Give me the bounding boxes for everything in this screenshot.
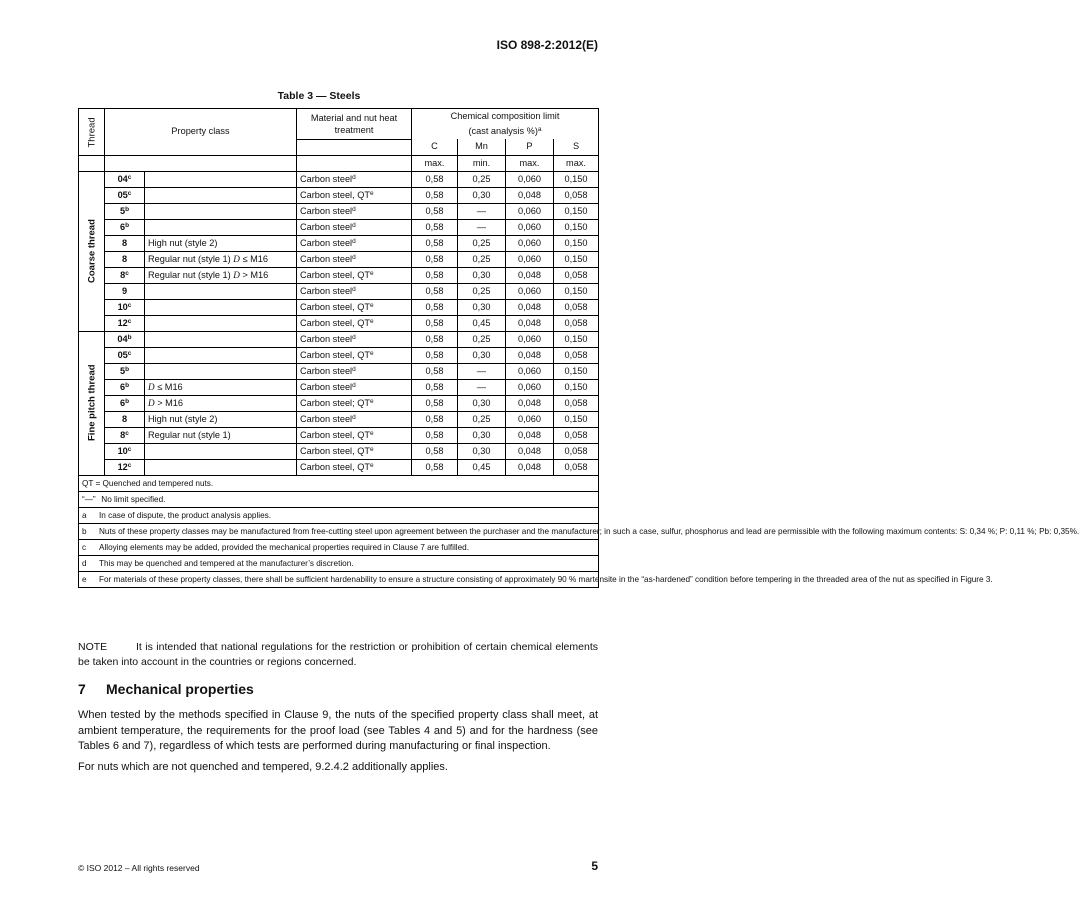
s-header: S	[554, 139, 599, 155]
s-value: 0,058	[554, 459, 599, 475]
p-value: 0,060	[506, 283, 554, 299]
p-value: 0,060	[506, 411, 554, 427]
description-cell	[145, 283, 297, 299]
s-value: 0,150	[554, 363, 599, 379]
p-header: P	[506, 139, 554, 155]
description-cell: Regular nut (style 1)	[145, 427, 297, 443]
description-cell: High nut (style 2)	[145, 235, 297, 251]
p-value: 0,060	[506, 331, 554, 347]
c-value: 0,58	[412, 443, 458, 459]
table-row	[79, 283, 599, 299]
s-value: 0,058	[554, 299, 599, 315]
table-row	[79, 395, 599, 411]
property-class-cell: 8$^c$	[105, 427, 145, 443]
c-value: 0,58	[412, 219, 458, 235]
material-cell: Carbon steel, $QT^e$	[297, 459, 412, 475]
table-row	[79, 427, 599, 443]
description-cell	[145, 363, 297, 379]
table-row	[79, 363, 599, 379]
description-cell	[145, 347, 297, 363]
property-class-cell: 8	[105, 251, 145, 267]
description-cell: D > M16	[145, 395, 297, 411]
mn-value: 0,30	[458, 443, 506, 459]
mn-value: 0,25	[458, 235, 506, 251]
s-value: 0,058	[554, 427, 599, 443]
c-value: 0,58	[412, 331, 458, 347]
table-row	[79, 443, 599, 459]
coarse-thread-label: Coarse thread	[79, 171, 105, 331]
cast-header: (cast analysis %)$^a$	[412, 124, 599, 139]
s-value: 0,150	[554, 171, 599, 187]
p-value: 0,060	[506, 219, 554, 235]
mn-value: —	[458, 219, 506, 235]
c-value: 0,58	[412, 363, 458, 379]
s-value: 0,150	[554, 283, 599, 299]
property-class-cell: 8	[105, 411, 145, 427]
c-value: 0,58	[412, 459, 458, 475]
p-value: 0,060	[506, 235, 554, 251]
footnote-qt: QT = Quenched and tempered nuts.	[79, 475, 599, 491]
c-value: 0,58	[412, 235, 458, 251]
material-cell: Carbon steel, $QT^e$	[297, 347, 412, 363]
s-value: 0,150	[554, 251, 599, 267]
description-cell	[145, 171, 297, 187]
s-value: 0,058	[554, 187, 599, 203]
property-class-cell: 5$^b$	[105, 203, 145, 219]
s-value: 0,058	[554, 315, 599, 331]
mn-value: 0,25	[458, 171, 506, 187]
description-cell	[145, 331, 297, 347]
property-class-header: Property class	[105, 109, 297, 156]
table-row	[79, 379, 599, 395]
s-value: 0,058	[554, 395, 599, 411]
c-value: 0,58	[412, 347, 458, 363]
p-value: 0,060	[506, 251, 554, 267]
mn-value: 0,25	[458, 411, 506, 427]
mn-header: Mn	[458, 139, 506, 155]
table-row	[79, 411, 599, 427]
chem-header: Chemical composition limit	[412, 109, 599, 125]
steels-table	[78, 108, 1079, 588]
paragraph-1: When tested by the methods specified in Clause 9, the nuts of the specified property class shall meet, at ambient temperature, the requirements for the proof load (see Tables 4 and 5) and for the hardness (see Tables 6 and 7), regardless of which tests are performed during manufacturing or final inspection.	[78, 709, 598, 752]
table-row	[79, 219, 599, 235]
s-value: 0,150	[554, 379, 599, 395]
table-row	[79, 251, 599, 267]
table-row	[79, 331, 599, 347]
c-value: 0,58	[412, 315, 458, 331]
description-cell	[145, 443, 297, 459]
property-class-cell: 04$^b$	[105, 331, 145, 347]
table-row	[79, 299, 599, 315]
material-cell: Carbon steel$^d$	[297, 379, 412, 395]
mn-value: 0,30	[458, 187, 506, 203]
p-value: 0,048	[506, 443, 554, 459]
c-value: 0,58	[412, 251, 458, 267]
footnote-d: d This may be quenched and tempered at the manufacturer’s discretion.	[79, 555, 599, 571]
c-value: 0,58	[412, 187, 458, 203]
material-cell: Carbon steel$^d$	[297, 331, 412, 347]
mn-value: 0,45	[458, 459, 506, 475]
footnote-e: e For materials of these property classes, there shall be sufficient hardenability to ensure a structure consisting of approximately 90 % martensite in the “as-hardened” condition before tempering in the threaded area of the nut as specified in Figure 3.	[79, 571, 599, 587]
footnote-b: b Nuts of these property classes may be manufactured from free-cutting steel upon agreement between the purchaser and the manufacturer; in such a case, sulfur, phosphorus and lead are permissible with the following maximum contents: S: 0,34 %; P: 0,11 %; Pb: 0,35%.	[79, 523, 599, 539]
material-cell: Carbon steel, $QT^e$	[297, 187, 412, 203]
mn-value: 0,30	[458, 347, 506, 363]
s-limit: max.	[554, 155, 599, 171]
mn-value: 0,25	[458, 251, 506, 267]
mn-value: 0,25	[458, 331, 506, 347]
c-value: 0,58	[412, 267, 458, 283]
description-cell	[145, 187, 297, 203]
table-footnotes	[79, 475, 1079, 587]
s-value: 0,150	[554, 331, 599, 347]
p-value: 0,060	[506, 363, 554, 379]
material-cell: Carbon steel$^d$	[297, 219, 412, 235]
mn-value: 0,30	[458, 427, 506, 443]
table-caption: Table 3 — Steels	[277, 90, 361, 102]
property-class-cell: 5$^b$	[105, 363, 145, 379]
property-class-cell: 9	[105, 283, 145, 299]
mn-value: —	[458, 203, 506, 219]
s-value: 0,150	[554, 203, 599, 219]
mn-value: 0,30	[458, 395, 506, 411]
c-value: 0,58	[412, 283, 458, 299]
property-class-cell: 10$^c$	[105, 443, 145, 459]
p-value: 0,048	[506, 267, 554, 283]
p-value: 0,060	[506, 379, 554, 395]
mn-value: 0,25	[458, 283, 506, 299]
s-value: 0,058	[554, 443, 599, 459]
table-row	[79, 171, 599, 187]
p-value: 0,048	[506, 459, 554, 475]
p-value: 0,048	[506, 187, 554, 203]
c-header: C	[412, 139, 458, 155]
description-cell: Regular nut (style 1) D ≤ M16	[145, 251, 297, 267]
s-value: 0,058	[554, 347, 599, 363]
description-cell	[145, 299, 297, 315]
c-limit: max.	[412, 155, 458, 171]
c-value: 0,58	[412, 203, 458, 219]
description-cell	[145, 315, 297, 331]
material-cell: Carbon steel$^d$	[297, 171, 412, 187]
material-cell: Carbon steel, $QT^e$	[297, 267, 412, 283]
description-cell	[145, 219, 297, 235]
description-cell	[145, 459, 297, 475]
s-value: 0,150	[554, 219, 599, 235]
table-row	[79, 315, 599, 331]
footer-copyright: © ISO 2012 – All rights reserved	[78, 863, 200, 873]
material-cell: Carbon steel$^d$	[297, 283, 412, 299]
table-row	[79, 235, 599, 251]
description-cell: Regular nut (style 1) D > M16	[145, 267, 297, 283]
c-value: 0,58	[412, 427, 458, 443]
material-cell: Carbon steel$^d$	[297, 411, 412, 427]
note: NOTE It is intended that national regulations for the restriction or prohibition of certain chemical elements be taken into account in the countries or regions concerned.	[78, 641, 598, 668]
mn-value: 0,30	[458, 267, 506, 283]
material-cell: Carbon steel, $QT^e$	[297, 299, 412, 315]
p-value: 0,060	[506, 171, 554, 187]
p-value: 0,048	[506, 427, 554, 443]
c-value: 0,58	[412, 379, 458, 395]
p-value: 0,048	[506, 299, 554, 315]
material-cell: Carbon steel$^d$	[297, 251, 412, 267]
footnote-c: c Alloying elements may be added, provided the mechanical properties required in Clause 7 are fulfilled.	[79, 539, 599, 555]
s-value: 0,058	[554, 267, 599, 283]
p-value: 0,048	[506, 347, 554, 363]
mn-value: 0,45	[458, 315, 506, 331]
c-value: 0,58	[412, 171, 458, 187]
footnote-a: a In case of dispute, the product analysis applies.	[79, 507, 599, 523]
property-class-cell: 12$^c$	[105, 459, 145, 475]
material-cell: Carbon steel; $QT^e$	[297, 395, 412, 411]
property-class-cell: 6$^b$	[105, 379, 145, 395]
material-cell: Carbon steel, $QT^e$	[297, 443, 412, 459]
table-row	[79, 459, 599, 475]
s-value: 0,150	[554, 411, 599, 427]
material-cell: Carbon steel, $QT^e$	[297, 315, 412, 331]
section-heading: 7 Mechanical properties	[78, 681, 254, 697]
property-class-cell: 6$^b$	[105, 219, 145, 235]
material-cell: Carbon steel$^d$	[297, 203, 412, 219]
property-class-cell: 04$^c$	[105, 171, 145, 187]
property-class-cell: 05$^c$	[105, 347, 145, 363]
property-class-cell: 8$^c$	[105, 267, 145, 283]
fine-thread-label: Fine pitch thread	[79, 331, 105, 475]
property-class-cell: 10$^c$	[105, 299, 145, 315]
p-value: 0,048	[506, 315, 554, 331]
material-cell: Carbon steel, $QT^e$	[297, 427, 412, 443]
mn-value: —	[458, 379, 506, 395]
c-value: 0,58	[412, 411, 458, 427]
c-value: 0,58	[412, 299, 458, 315]
property-class-cell: 8	[105, 235, 145, 251]
description-cell: D ≤ M16	[145, 379, 297, 395]
page-number: 5	[591, 859, 598, 873]
s-value: 0,150	[554, 235, 599, 251]
property-class-cell: 12$^c$	[105, 315, 145, 331]
table-row	[79, 203, 599, 219]
property-class-cell: 05$^c$	[105, 187, 145, 203]
material-header: Material and nut heat treatment	[297, 109, 412, 140]
p-value: 0,048	[506, 395, 554, 411]
material-cell: Carbon steel$^d$	[297, 363, 412, 379]
paragraph-2: For nuts which are not quenched and tempered, 9.2.4.2 additionally applies.	[78, 761, 448, 773]
table-row	[79, 267, 599, 283]
p-value: 0,060	[506, 203, 554, 219]
mn-limit: min.	[458, 155, 506, 171]
description-cell: High nut (style 2)	[145, 411, 297, 427]
p-limit: max.	[506, 155, 554, 171]
table-row	[79, 347, 599, 363]
footnote-dash: “—” No limit specified.	[79, 491, 599, 507]
material-cell: Carbon steel$^d$	[297, 235, 412, 251]
description-cell	[145, 203, 297, 219]
c-value: 0,58	[412, 395, 458, 411]
document-header: ISO 898-2:2012(E)	[496, 38, 598, 52]
table-row	[79, 187, 599, 203]
thread-header: Thread	[79, 109, 105, 156]
property-class-cell: 6$^b$	[105, 395, 145, 411]
mn-value: —	[458, 363, 506, 379]
mn-value: 0,30	[458, 299, 506, 315]
